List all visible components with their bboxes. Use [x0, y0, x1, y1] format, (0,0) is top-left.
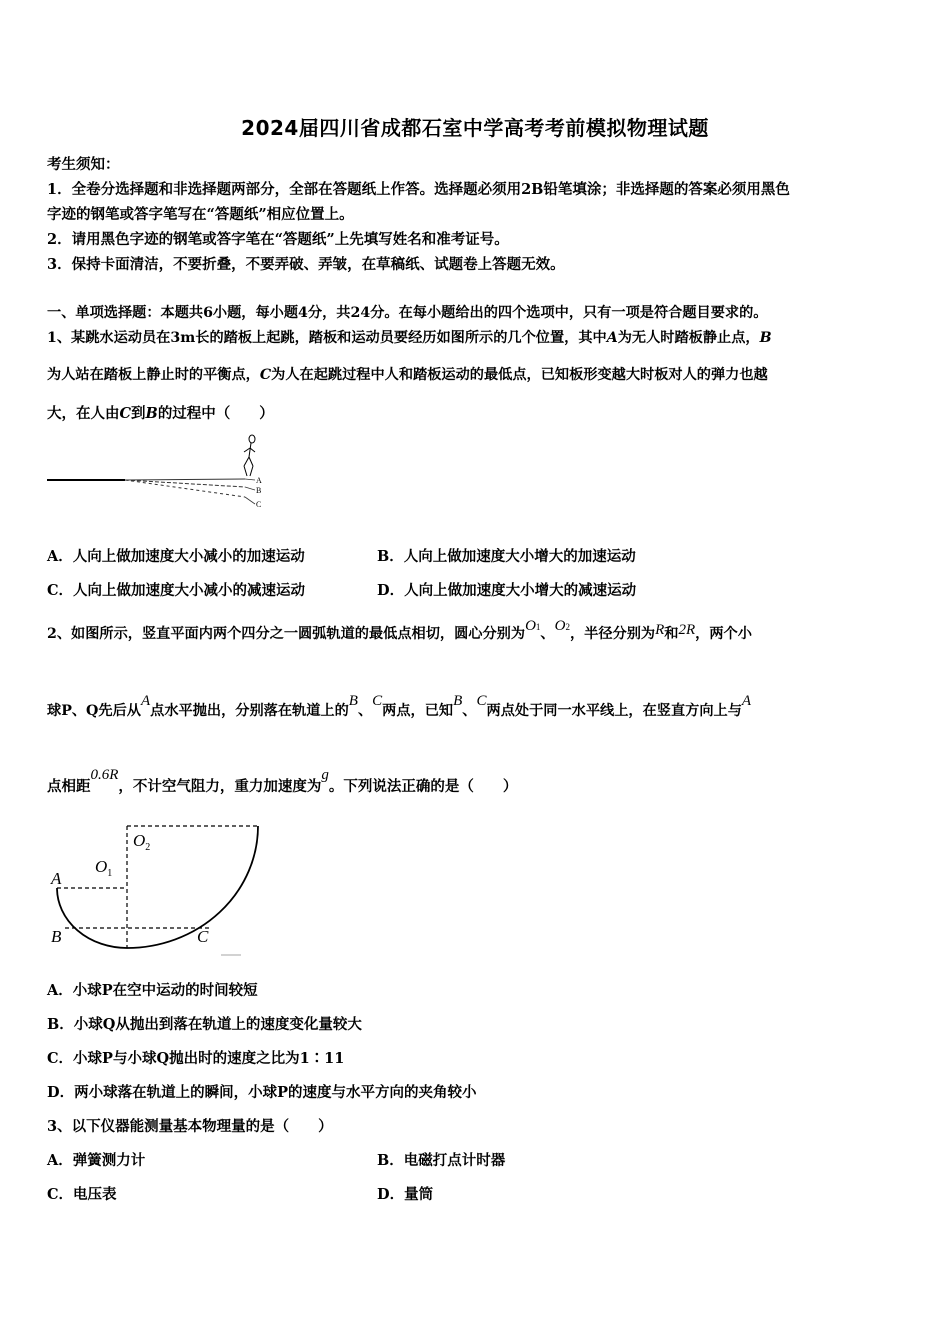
q3-option-b[interactable]: B．电磁打点计时器 [377, 1152, 506, 1169]
q2-option-c[interactable]: C．小球P与小球Q抛出时的速度之比为1∶11 [47, 1050, 345, 1067]
fig2-label-b: B [51, 927, 62, 946]
notice-item-3: 3．保持卡面清洁，不要折叠，不要弄破、弄皱，在草稿纸、试题卷上答题无效。 [47, 256, 565, 273]
fig2-label-o1: $O_1$ [95, 857, 113, 879]
q3-option-c[interactable]: C．电压表 [47, 1186, 117, 1203]
board-label-leader-a [245, 479, 255, 480]
fig1-label-c: C [256, 500, 262, 509]
fig1-label-a: A [256, 476, 262, 485]
q1-diving-board-figure [45, 430, 275, 515]
q2-option-d[interactable]: D．两小球落在轨道上的瞬间，小球P的速度与水平方向的夹角较小 [47, 1084, 477, 1101]
q1-option-b[interactable]: B．人向上做加速度大小增大的加速运动 [377, 548, 636, 565]
notice-heading: 考生须知： [47, 156, 120, 173]
q1-stem-line-1: 1、某跳水运动员在3m长的踏板上起跳，踏板和运动员要经历如图所示的几个位置，其中A为无人时踏板静止点，B [47, 330, 772, 346]
notice-item-1b: 字迹的钢笔或答字笔写在“答题纸”相应位置上。 [47, 206, 354, 223]
q2-stem-line-3: 点相距0.6R，不计空气阻力，重力加速度为g。下列说法正确的是（ ） [47, 767, 518, 795]
fig1-label-b: B [256, 486, 262, 495]
q2-option-a[interactable]: A．小球P在空中运动的时间较短 [47, 982, 258, 999]
q1-option-a[interactable]: A．人向上做加速度大小减小的加速运动 [47, 548, 305, 565]
notice-item-2: 2．请用黑色字迹的钢笔或答字笔在“答题纸”上先填写姓名和准考证号。 [47, 231, 509, 248]
fig2-label-a: A [51, 869, 62, 888]
q3-option-d[interactable]: D．量筒 [377, 1186, 434, 1203]
board-position-b [125, 480, 245, 487]
q1-stem-line-2: 为人站在踏板上静止时的平衡点，C为人在起跳过程中人和踏板运动的最低点，已知板形变越大时板对人的弹力也越 [47, 367, 768, 383]
q3-stem: 3、以下仪器能测量基本物理量的是（ ） [47, 1118, 333, 1135]
notice-item-1a: 1．全卷分选择题和非选择题两部分，全部在答题纸上作答。选择题必须用2B铅笔填涂；非选择题的答案必须用黑色 [47, 181, 790, 198]
fig2-label-c: C [197, 927, 209, 946]
small-arc-track [57, 888, 127, 948]
q3-option-a[interactable]: A．弹簧测力计 [47, 1152, 146, 1169]
board-label-leader-b [245, 487, 255, 490]
fig2-label-o2: $O_2$ [133, 831, 151, 853]
q2-stem-line-1: 2、如图所示，竖直平面内两个四分之一圆弧轨道的最低点相切，圆心分别为O1、O2，半径分别为R和2R，两个小 [47, 618, 752, 642]
q1-stem-line-3: 大，在人由C到B的过程中（ ） [47, 405, 274, 422]
section-heading: 一、单项选择题：本题共6小题，每小题4分，共24分。在每小题给出的四个选项中，只有一项是符合题目要求的。 [47, 305, 768, 321]
diver-figure-icon [244, 435, 255, 476]
q2-track-figure [45, 818, 265, 958]
page-title: 2024届四川省成都石室中学高考考前模拟物理试题 [241, 116, 709, 140]
board-position-a [125, 479, 245, 480]
q1-option-c[interactable]: C．人向上做加速度大小减小的减速运动 [47, 582, 306, 599]
board-position-c [125, 480, 245, 497]
q1-option-d[interactable]: D．人向上做加速度大小增大的减速运动 [377, 582, 637, 599]
board-label-leader-c [245, 497, 255, 504]
q2-option-b[interactable]: B．小球Q从抛出到落在轨道上的速度变化量较大 [47, 1016, 362, 1033]
q2-stem-line-2: 球P、Q先后从A点水平抛出，分别落在轨道上的B、C两点，已知B、C两点处于同一水平线上，在竖直方向上与A [47, 693, 752, 719]
